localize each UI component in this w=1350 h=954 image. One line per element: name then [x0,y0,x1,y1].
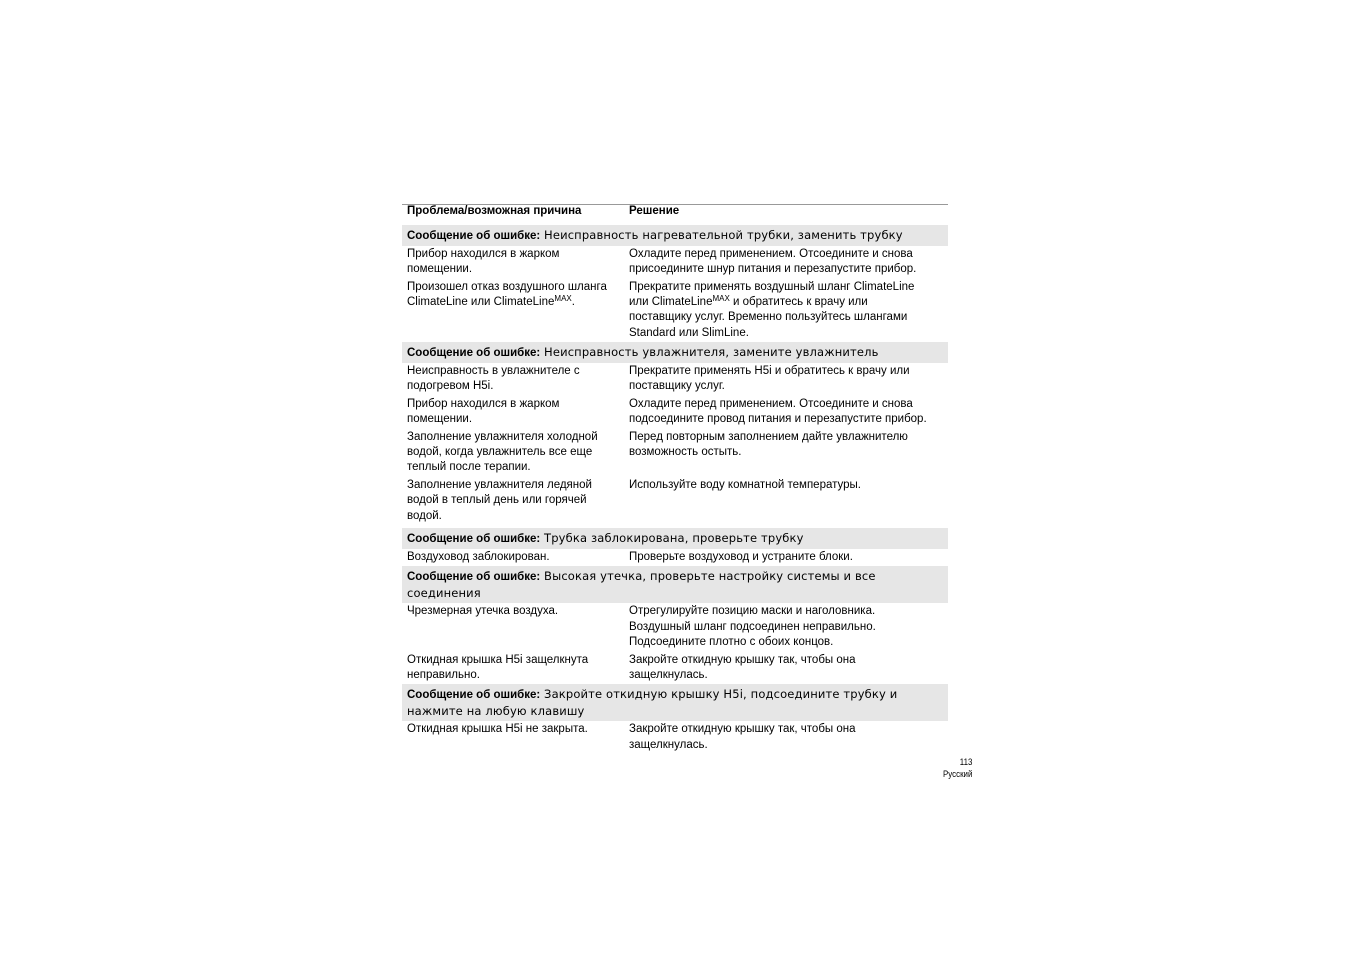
cause-text: Прибор находился в жарком помещении. [407,398,560,426]
table-header [402,205,948,218]
error-label: Сообщение об ошибке: [407,571,541,584]
table-row [402,429,948,477]
solution-text: Прекратите применять H5i и обратитесь к врачу или поставщику услуг. [629,365,910,393]
table-row [402,477,948,528]
table-row [402,549,948,567]
error-text: Закройте откидную крышку H5i, подсоедините трубку и нажмите на любую клавишу [407,687,898,719]
solution-text: Прекратите применять воздушный шланг ClimateLine или ClimateLine$^{MAX}$ и обратитесь к врачу или поставщику услуг. Временно пользуйтесь шлангами Standard или SlimLine. [629,280,915,339]
cause-text: Неисправность в увлажнителе с подогревом H5i. [407,365,580,393]
cause-text: Воздуховод заблокирован. [407,550,550,563]
error-label: Сообщение об ошибке: [407,230,541,242]
error-text: Неисправность нагревательной трубки, заменить трубку [540,228,903,242]
error-text: Высокая утечка, проверьте настройку системы и все соединения [407,569,876,601]
solution-text: Охладите перед применением. Отсоедините и снова подсоедините провод питания и перезапустите прибор. [629,398,927,426]
solution-text: Охладите перед применением. Отсоедините и снова присоедините шнур питания и перезапустите прибор. [629,248,917,276]
error-message-tube-blocked [402,528,948,549]
error-message-close-lid [402,684,948,721]
table-row [402,652,948,685]
cause-text: Откидная крышка H5i защелкнута неправильно. [407,653,589,681]
header-solution: Решение [629,205,680,217]
solution-text: Закройте откидную крышку так, чтобы она защелкнулась. [629,653,856,681]
troubleshooting-table [402,204,948,754]
table-row [402,603,948,651]
cause-text: Чрезмерная утечка воздуха. [407,605,559,618]
solution-text: Проверьте воздуховод и устраните блоки. [629,550,853,563]
error-text: Неисправность увлажнителя, замените увлажнитель [540,345,879,360]
error-message-humidifier [402,342,948,363]
solution-text: Перед повторным заполнением дайте увлажнителю возможность остыть. [629,431,908,459]
page-language: Русский [942,768,972,779]
error-text: Трубка заблокирована, проверьте трубку [540,530,804,545]
cause-text: Откидная крышка H5i не закрыта. [407,723,588,736]
error-message-heating-tube [402,225,948,246]
header-problem-cause: Проблема/возможная причина [407,205,582,217]
superscript-max: MAX [712,294,730,304]
cause-text: Прибор находился в жарком помещении. [407,248,560,276]
page-number: 113 [959,757,972,767]
error-label: Сообщение об ошибке: [407,689,541,702]
solution-text: Отрегулируйте позицию маски и наголовника. Воздушный шланг подсоединен неправильно. Подсоедините плотно с обоих концов. [629,605,876,648]
table-row [402,279,948,342]
table-row [402,721,948,754]
error-label: Сообщение об ошибке: [407,347,541,360]
cause-text: Заполнение увлажнителя холодной водой, когда увлажнитель все еще теплый после терапии. [407,431,598,474]
solution-text: Закройте откидную крышку так, чтобы она защелкнулась. [629,723,856,751]
cause-text: Заполнение увлажнителя ледяной водой в теплый день или горячей водой. [407,479,592,522]
table-row [402,363,948,396]
error-label: Сообщение об ошибке: [407,532,541,545]
table-row [402,396,948,429]
table-row [402,246,948,279]
error-message-high-leak [402,566,948,603]
cause-text: Произошел отказ воздушного шланга ClimateLine или ClimateLine$^{MAX}$. [407,280,607,309]
solution-text: Используйте воду комнатной температуры. [629,479,861,492]
superscript-max: MAX [554,294,572,304]
page-footer [943,757,972,780]
